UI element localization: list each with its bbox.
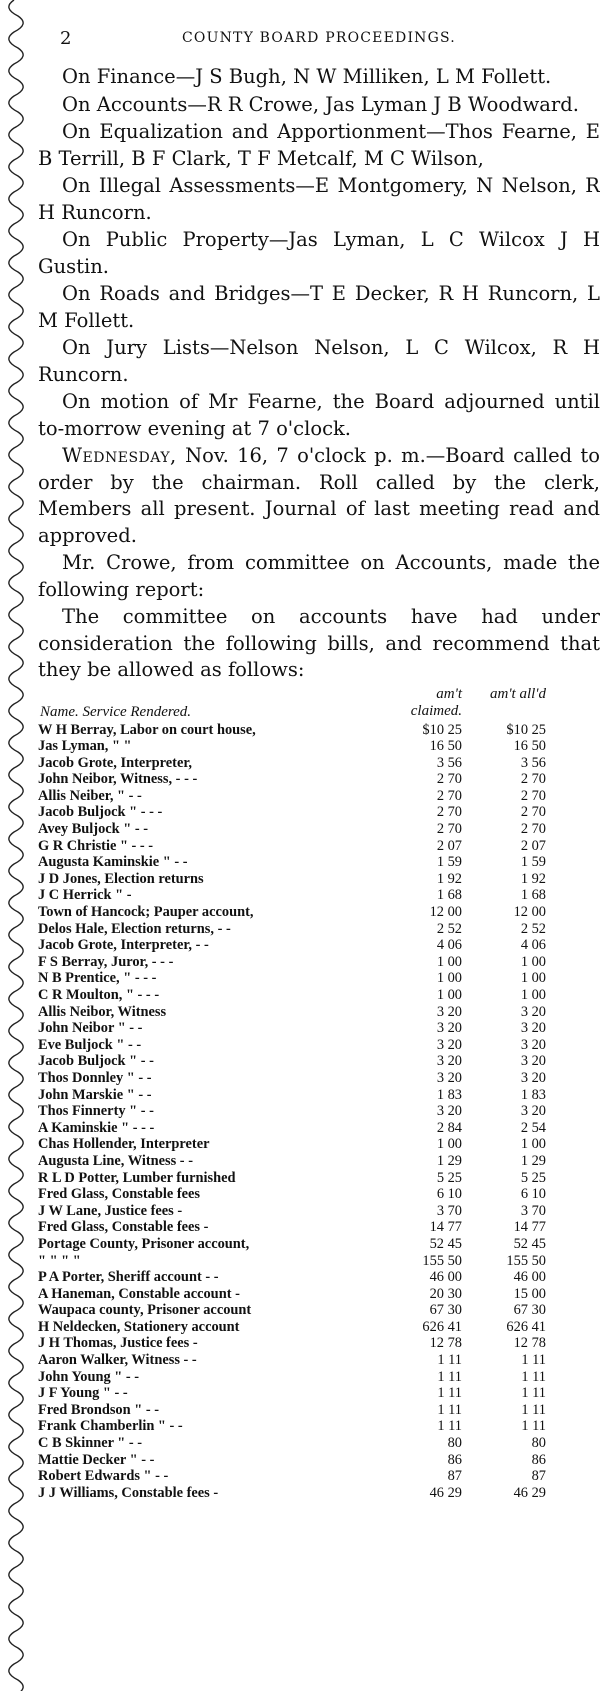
payee-and-service: Aaron Walker, Witness - - [38,1352,197,1369]
amount-claimed: 16 50 [429,738,462,755]
amount-allowed: 1 92 [520,870,546,887]
table-row [38,1236,600,1253]
payee-and-service: N B Prentice, " - - - [38,970,157,987]
amount-allowed: 52 45 [513,1235,546,1252]
payee-and-service: Fred Glass, Constable fees [38,1186,201,1203]
amount-allowed: 3 20 [520,1020,546,1037]
payee-and-service: H Neldecken, Stationery account [38,1318,240,1335]
table-row [38,1302,600,1319]
amount-allowed: 67 30 [513,1302,546,1319]
amount-allowed: 3 20 [520,1003,546,1020]
amount-claimed: 52 45 [429,1235,462,1252]
amount-allowed: 87 [531,1468,546,1485]
amount-allowed: 5 25 [520,1169,546,1186]
page-header [38,16,600,50]
table-row [38,1203,600,1220]
amount-claimed: 3 20 [436,1069,462,1086]
amount-allowed: 1 83 [520,1086,546,1103]
amount-claimed: 2 70 [436,787,462,804]
table-row [38,755,600,772]
amount-claimed: 86 [447,1451,462,1468]
payee-and-service: Fred Brondson " - - [38,1401,159,1418]
payee-and-service: Jacob Buljock " - - - [38,804,163,821]
amount-claimed: 1 00 [436,970,462,987]
table-row [38,1319,600,1336]
paragraph-text: On motion of Mr Fearne, the Board adjourned until to-morrow evening at 7 o'clock. [38,390,600,440]
paragraph [38,227,600,280]
amount-claimed: 80 [447,1435,462,1452]
table-row [38,1385,600,1402]
payee-and-service: Chas Hollender, Interpreter [38,1136,210,1153]
payee-and-service: C R Moulton, " - - - [38,987,160,1003]
payee-and-service: Jacob Grote, Interpreter, [38,754,192,771]
amount-allowed: 1 11 [521,1401,546,1418]
payee-and-service: John Young " - - [38,1368,140,1385]
amount-claimed: 1 59 [436,854,462,871]
amount-claimed: 1 00 [436,953,462,970]
amount-claimed: 2 70 [436,804,462,821]
table-row [38,1253,600,1270]
amount-claimed: 3 20 [436,1003,462,1020]
amount-allowed: 1 11 [521,1385,546,1402]
payee-and-service: J J Williams, Constable fees - [38,1484,219,1501]
amount-allowed: 1 11 [521,1418,546,1435]
table-row [38,921,600,938]
amount-allowed: 2 52 [520,920,546,937]
amount-allowed: 1 11 [521,1352,546,1369]
payee-and-service: Allis Neibor, Witness [38,1003,167,1020]
amount-claimed: 1 29 [436,1152,462,1169]
amount-allowed: 3 20 [520,1036,546,1053]
amount-allowed: 2 70 [520,771,546,788]
amount-allowed: 46 29 [513,1484,546,1501]
amount-claimed: 1 83 [436,1086,462,1103]
payee-and-service: J F Young " - - [38,1385,128,1402]
table-row [38,1369,600,1386]
amount-allowed: 1 00 [520,987,546,1003]
payee-and-service: A Kaminskie " - - - [38,1119,155,1136]
paragraph-text: On Jury Lists—Nelson Nelson, L C Wilcox, R H Runcorn. [38,336,600,386]
paragraph [38,64,600,91]
proceedings-text [38,64,600,684]
amount-claimed: 2 52 [436,920,462,937]
paragraph [38,281,600,334]
amount-claimed: 1 00 [436,1136,462,1153]
amount-claimed: 46 29 [429,1484,462,1501]
accounts-table [38,686,600,1502]
amount-claimed: 6 10 [436,1186,462,1203]
amount-claimed: 12 78 [429,1335,462,1352]
amount-claimed: 1 11 [437,1418,462,1435]
table-row [38,1352,600,1369]
payee-and-service: Jacob Buljock " - - [38,1053,154,1070]
amount-allowed: 14 77 [513,1219,546,1236]
table-row [38,1418,600,1435]
amount-claimed: 2 70 [436,821,462,838]
amount-claimed: 3 56 [436,754,462,771]
payee-and-service: G R Christie " - - - [38,837,154,854]
payee-and-service: Avey Buljock " - - [38,821,149,838]
table-row [38,871,600,888]
table-row [38,1120,600,1137]
payee-and-service: J C Herrick " - [38,887,132,904]
table-row [38,1402,600,1419]
amount-allowed: 12 78 [513,1335,546,1352]
amount-claimed: 155 50 [422,1252,462,1269]
payee-and-service: J W Lane, Justice fees - [38,1202,183,1219]
amount-claimed: 1 11 [437,1368,462,1385]
table-row [38,1136,600,1153]
running-head: COUNTY BOARD PROCEEDINGS. [182,30,456,46]
paragraph-text: The committee on accounts have had under consideration the following bills, and recommend that they be allowed as follows: [38,605,600,681]
table-row [38,1053,600,1070]
payee-and-service: J H Thomas, Justice fees - [38,1335,198,1352]
amount-allowed: 3 70 [520,1202,546,1219]
table-row [38,1087,600,1104]
table-row [38,804,600,821]
payee-and-service: Town of Hancock; Pauper account, [38,904,254,921]
table-row [38,722,600,739]
table-row [38,1103,600,1120]
amount-allowed: 3 20 [520,1103,546,1120]
amount-claimed: 3 20 [436,1036,462,1053]
payee-and-service: Jacob Grote, Interpreter, - - [38,937,209,954]
amount-claimed: 1 92 [436,870,462,887]
paragraph-text: On Roads and Bridges—T E Decker, R H Runcorn, L M Follett. [38,282,600,332]
amount-claimed: 4 06 [436,937,462,954]
paragraph [38,173,600,226]
table-row [38,1335,600,1352]
table-row [38,738,600,755]
amount-allowed: 1 29 [520,1152,546,1169]
table-body [38,722,600,1502]
payee-and-service: Augusta Line, Witness - - [38,1152,193,1169]
paragraph [38,389,600,442]
table-row [38,1170,600,1187]
paragraph-text: On Public Property—Jas Lyman, L C Wilcox J H Gustin. [38,228,600,278]
amount-allowed: 86 [531,1451,546,1468]
amount-claimed: 2 07 [436,837,462,854]
table-row [38,1485,600,1502]
paragraph-text: On Equalization and Apportionment—Thos Fearne, E B Terrill, B F Clark, T F Metcalf, M C Wilson, [38,120,600,170]
amount-allowed: 6 10 [520,1186,546,1203]
table-row [38,987,600,1004]
amount-allowed: 2 70 [520,787,546,804]
amount-claimed: 626 41 [422,1318,462,1335]
amount-claimed: 1 11 [437,1401,462,1418]
payee-and-service: Fred Glass, Constable fees - [38,1219,209,1236]
table-row [38,1004,600,1021]
amount-allowed: 626 41 [506,1318,546,1335]
amount-claimed: 87 [447,1468,462,1485]
paragraph [38,604,600,684]
paragraph-text: On Accounts—R R Crowe, Jas Lyman J B Woodward. [62,92,579,116]
payee-and-service: John Neibor, Witness, - - - [38,771,198,788]
amount-claimed: 3 70 [436,1202,462,1219]
paragraph [38,443,600,549]
payee-and-service: Portage County, Prisoner account, [38,1235,250,1252]
paragraph [38,119,600,172]
amount-claimed: 12 00 [429,904,462,921]
table-row [38,1153,600,1170]
amount-allowed: 1 68 [520,887,546,904]
amount-claimed: 20 30 [429,1285,462,1302]
page-number: 2 [60,28,72,49]
paragraph-text: On Illegal Assessments—E Montgomery, N Nelson, R H Runcorn. [38,174,600,224]
amount-claimed: 46 00 [429,1269,462,1286]
amount-allowed: 2 70 [520,804,546,821]
amount-claimed: 1 00 [436,987,462,1003]
payee-and-service: Thos Donnley " - - [38,1069,152,1086]
table-row [38,1186,600,1203]
payee-and-service: John Neibor " - - [38,1020,143,1037]
table-row [38,1269,600,1286]
table-row [38,788,600,805]
amount-allowed: 15 00 [513,1285,546,1302]
paragraph-text: On Finance—J S Bugh, N W Milliken, L M Follett. [62,65,552,88]
payee-and-service: F S Berray, Juror, - - - [38,953,174,970]
table-row [38,838,600,855]
paragraph [38,550,600,603]
table-row [38,1452,600,1469]
paragraph-text: Mr. Crowe, from committee on Accounts, made the following report: [38,551,600,601]
amount-allowed: 1 59 [520,854,546,871]
table-row [38,1070,600,1087]
amount-allowed: 2 07 [520,837,546,854]
table-row [38,937,600,954]
amount-claimed: 2 84 [436,1119,462,1136]
table-header [38,686,600,722]
amount-allowed: 1 11 [521,1368,546,1385]
payee-and-service: P A Porter, Sheriff account - - [38,1269,219,1286]
column-header-allowed: am't all'd [489,685,546,702]
amount-allowed: 155 50 [506,1252,546,1269]
amount-claimed: 3 20 [436,1053,462,1070]
paragraph [38,92,600,119]
payee-and-service: R L D Potter, Lumber furnished [38,1169,236,1186]
amount-allowed: 3 20 [520,1069,546,1086]
payee-and-service: " " " " [38,1252,81,1269]
paragraph-lead: Wednesday, [62,444,177,467]
table-row [38,1219,600,1236]
amount-allowed: 3 56 [520,754,546,771]
amount-claimed: 14 77 [429,1219,462,1236]
table-row [38,904,600,921]
payee-and-service: John Marskie " - - [38,1086,152,1103]
payee-and-service: Augusta Kaminskie " - - [38,854,188,871]
amount-claimed: 1 11 [437,1385,462,1402]
amount-allowed: 12 00 [513,904,546,921]
payee-and-service: Jas Lyman, " " [38,738,132,755]
amount-claimed: 67 30 [429,1302,462,1319]
column-header-name: Name. Service Rendered. [40,703,192,720]
paragraph [38,335,600,388]
amount-allowed: 16 50 [513,738,546,755]
amount-claimed: 5 25 [436,1169,462,1186]
payee-and-service: Waupaca county, Prisoner account [38,1302,252,1319]
table-row [38,970,600,987]
table-row [38,887,600,904]
newspaper-page [38,16,600,1501]
torn-page-edge [0,0,40,1691]
payee-and-service: Allis Neiber, " - - [38,787,142,804]
amount-allowed: 2 54 [520,1119,546,1136]
table-row [38,1037,600,1054]
amount-allowed: 4 06 [520,937,546,954]
amount-allowed: 3 20 [520,1053,546,1070]
table-row [38,854,600,871]
column-header-claimed: am't claimed. [410,685,462,719]
amount-allowed: $10 25 [506,721,546,738]
table-row [38,954,600,971]
table-row [38,1286,600,1303]
payee-and-service: Mattie Decker " - - [38,1451,155,1468]
amount-allowed: 1 00 [520,970,546,987]
table-row [38,1435,600,1452]
payee-and-service: W H Berray, Labor on court house, [38,721,256,738]
amount-claimed: 1 11 [437,1352,462,1369]
paragraph-text: Nov. 16, 7 o'clock p. m.—Board called to order by the chairman. Roll called by the clerk, Members all present. Journal of last meeting read and approved. [38,444,600,547]
amount-allowed: 2 70 [520,821,546,838]
payee-and-service: Frank Chamberlin " - - [38,1418,183,1435]
amount-claimed: 3 20 [436,1020,462,1037]
amount-allowed: 1 00 [520,1136,546,1153]
table-row [38,821,600,838]
payee-and-service: A Haneman, Constable account - [38,1285,240,1302]
payee-and-service: Delos Hale, Election returns, - - [38,920,231,937]
amount-claimed: 2 70 [436,771,462,788]
payee-and-service: Robert Edwards " - - [38,1468,169,1485]
payee-and-service: C B Skinner " - - [38,1435,143,1452]
payee-and-service: Eve Buljock " - - [38,1036,142,1053]
amount-claimed: $10 25 [422,721,462,738]
amount-allowed: 80 [531,1435,546,1452]
table-row [38,1468,600,1485]
amount-allowed: 46 00 [513,1269,546,1286]
amount-claimed: 3 20 [436,1103,462,1120]
table-row [38,1020,600,1037]
table-row [38,771,600,788]
payee-and-service: J D Jones, Election returns [38,870,204,887]
payee-and-service: Thos Finnerty " - - [38,1103,154,1120]
amount-claimed: 1 68 [436,887,462,904]
amount-allowed: 1 00 [520,953,546,970]
